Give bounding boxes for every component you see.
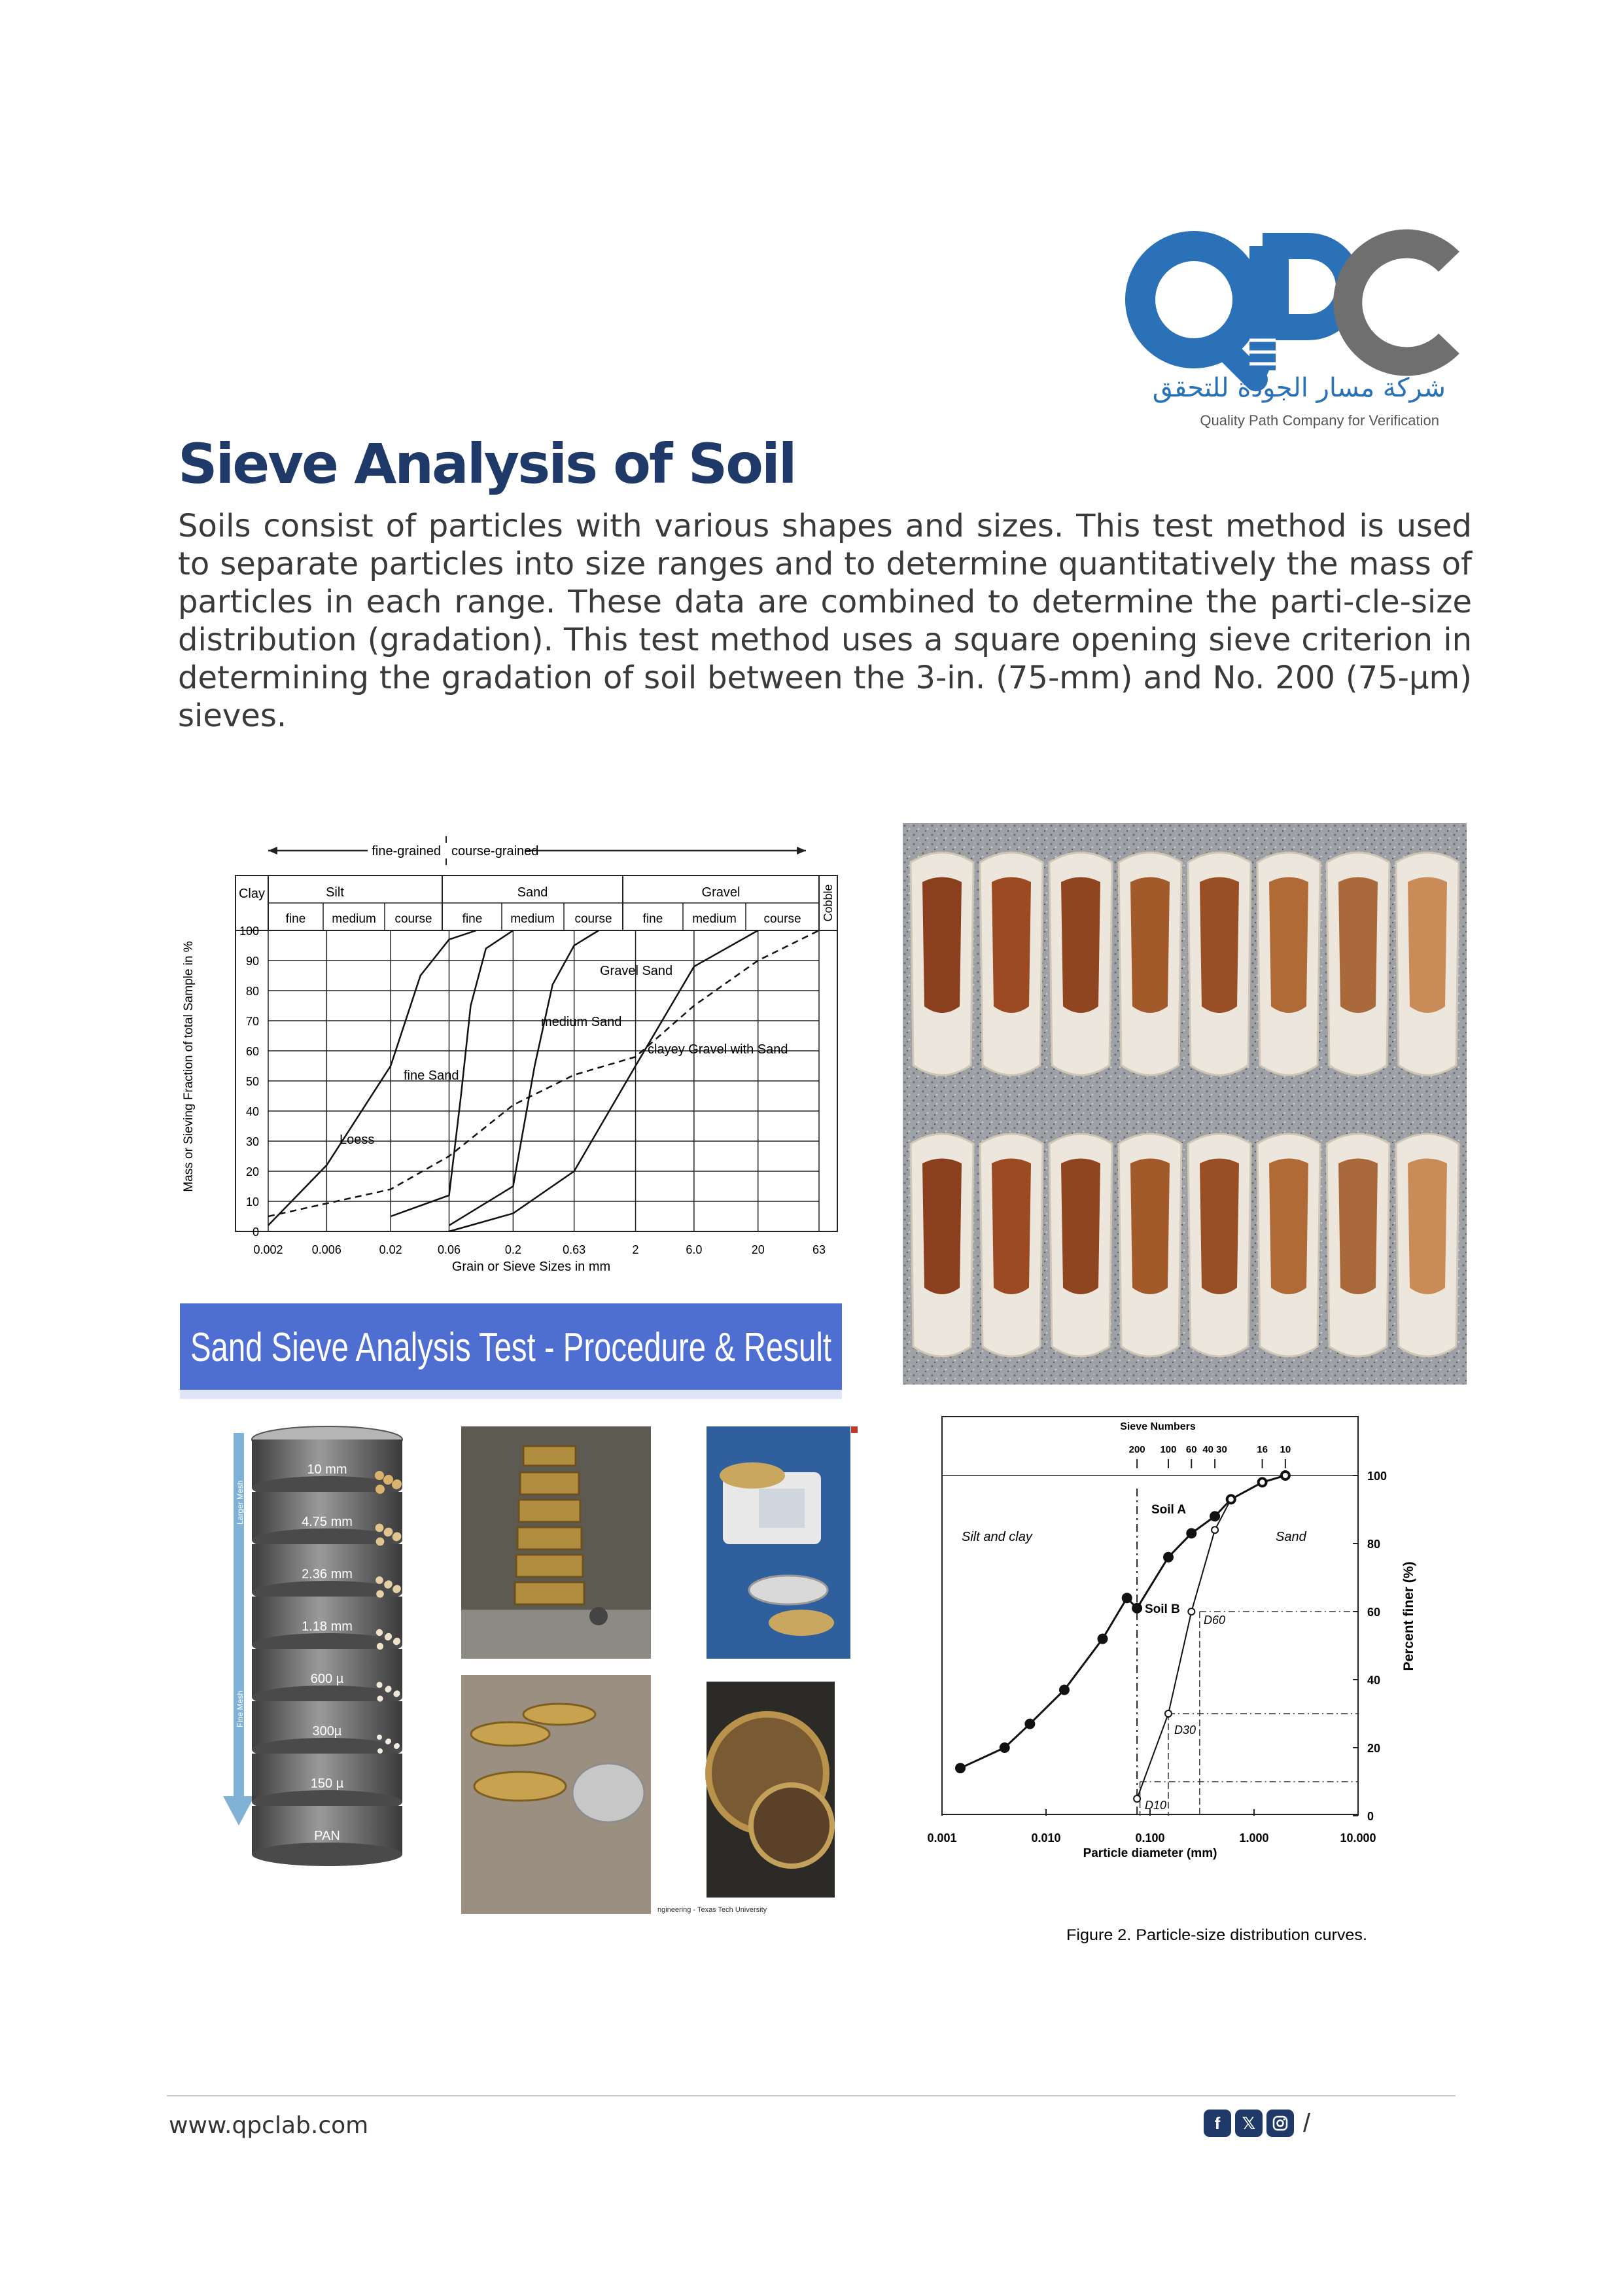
y-tick-label: 40 — [1367, 1674, 1381, 1687]
soil-sample — [1408, 1159, 1447, 1295]
grain — [375, 1485, 385, 1494]
sieve-size-label: 1.18 mm — [302, 1619, 353, 1634]
y-tick-label: 90 — [245, 955, 259, 968]
soil-sample — [992, 1159, 1031, 1295]
d30-label: D30 — [1174, 1723, 1196, 1737]
data-point — [1188, 1608, 1195, 1615]
data-point — [1025, 1720, 1034, 1729]
y-tick-label: 0 — [252, 1226, 259, 1239]
soil-b-label: Soil B — [1145, 1602, 1180, 1616]
grain — [385, 1580, 393, 1588]
grain — [377, 1748, 383, 1754]
data-point — [1282, 1472, 1289, 1479]
data-point — [1134, 1795, 1140, 1802]
logo-arabic-name: شركة مسار الجودة للتحقق — [1152, 373, 1446, 403]
x-tick-label: 20 — [751, 1243, 765, 1256]
course-grained-label: course-grained — [451, 844, 539, 858]
x-tick-label: 0.002 — [253, 1243, 283, 1256]
y-tick-label: 60 — [1367, 1606, 1381, 1619]
data-point — [1212, 1527, 1218, 1533]
data-point — [1228, 1496, 1234, 1502]
x-tick-label: 0.2 — [504, 1243, 521, 1256]
instagram-icon[interactable] — [1266, 2110, 1294, 2137]
grain — [393, 1479, 402, 1489]
soil-sample — [1130, 877, 1170, 1014]
grain — [394, 1690, 400, 1696]
soil-sample — [1061, 1159, 1100, 1295]
subgroup-label: medium — [510, 912, 555, 926]
particle-size-distribution-chart — [922, 1413, 1465, 1963]
grain — [385, 1633, 392, 1640]
arrow-bottom-label: Fine Mesh — [236, 1690, 245, 1727]
y-tick-label: 80 — [245, 985, 259, 998]
soil-sample — [1200, 877, 1239, 1014]
y-tick-label: 70 — [245, 1015, 259, 1028]
data-point — [956, 1763, 965, 1773]
sieve-equipment-photos — [461, 1426, 858, 1914]
soil-a-label: Soil A — [1151, 1503, 1187, 1517]
sieve-size-label: 2.36 mm — [302, 1567, 353, 1581]
grain — [393, 1532, 402, 1541]
group-label: Cobble — [822, 884, 835, 922]
sieve-number-label: 10 — [1280, 1444, 1291, 1455]
sieve-stack-diagram — [180, 1413, 412, 1911]
y-tick-label: 60 — [245, 1045, 259, 1058]
region-label-sand: Sand — [1276, 1530, 1306, 1544]
photo-credit: ngineering - Texas Tech University — [657, 1906, 767, 1914]
sieve-size-label: 300µ — [312, 1724, 342, 1739]
figure-caption: Figure 2. Particle-size distribution curves. — [1066, 1926, 1367, 1944]
grain — [375, 1471, 384, 1480]
y-tick-label: 80 — [1367, 1538, 1381, 1551]
region-label-silt-clay: Silt and clay — [962, 1530, 1032, 1544]
sieve-size-label: PAN — [314, 1829, 340, 1843]
x-tick-label: 10.000 — [1340, 1831, 1376, 1845]
curve-label-medium-sand: medium Sand — [541, 1015, 622, 1029]
series-line — [960, 1475, 1285, 1768]
curve-label-clayey-gravel: clayey Gravel with Sand — [648, 1042, 788, 1057]
data-point — [1210, 1511, 1219, 1521]
data-point — [1132, 1604, 1142, 1613]
fine-grained-label: fine-grained — [372, 844, 441, 858]
psd-y-axis-label: Percent finer (%) — [1401, 1561, 1416, 1671]
subgroup-label: fine — [462, 912, 483, 926]
x-tick-label: 2 — [632, 1243, 639, 1256]
psd-x-axis-label: Particle diameter (mm) — [1083, 1846, 1217, 1860]
sieve-numbers-title: Sieve Numbers — [1120, 1421, 1196, 1432]
data-point — [1164, 1553, 1173, 1562]
grain — [384, 1475, 393, 1484]
soil-samples-photo — [903, 823, 1467, 1385]
curve-label-fine-sand: fine Sand — [404, 1069, 459, 1083]
grain — [377, 1643, 383, 1650]
grain — [375, 1524, 384, 1532]
soil-sample — [1338, 877, 1378, 1014]
grain — [385, 1528, 393, 1536]
group-label: Clay — [238, 887, 266, 901]
group-label: Silt — [326, 885, 344, 900]
grain — [394, 1743, 400, 1748]
subgroup-label: fine — [642, 912, 663, 926]
grain — [377, 1695, 383, 1701]
subgroup-label: course — [394, 912, 432, 926]
x-tick-label: 0.010 — [1031, 1831, 1061, 1845]
data-point — [1187, 1528, 1196, 1538]
soil-sample — [1408, 877, 1447, 1014]
grain — [375, 1576, 383, 1584]
series-line — [268, 930, 819, 1216]
x-tick-label: 0.006 — [311, 1243, 341, 1256]
data-point — [1165, 1710, 1172, 1717]
x-tick-label: 1.000 — [1239, 1831, 1269, 1845]
y-tick-label: 20 — [245, 1165, 259, 1178]
footer-divider — [167, 2095, 1456, 2096]
data-point — [1123, 1593, 1132, 1602]
gradation-chart — [178, 831, 858, 1276]
sieve-number-label: 40 30 — [1202, 1444, 1227, 1455]
sieve-banner — [180, 1303, 842, 1399]
y-tick-label: 40 — [245, 1105, 259, 1118]
x-tick-label: 0.100 — [1135, 1831, 1165, 1845]
data-point — [1098, 1634, 1108, 1644]
y-tick-label: 20 — [1367, 1742, 1381, 1755]
grain — [394, 1638, 400, 1644]
soil-sample — [1269, 877, 1308, 1014]
x-tick-label: 63 — [812, 1243, 826, 1256]
subgroup-label: course — [763, 912, 801, 926]
soil-sample — [992, 877, 1031, 1014]
grain — [386, 1739, 391, 1744]
banner-title: Sand Sieve Analysis Test - Procedure & Result — [190, 1325, 831, 1370]
social-links — [1204, 2108, 1310, 2138]
curve-label-gravel-sand: Gravel Sand — [600, 964, 673, 978]
y-tick-label: 0 — [1367, 1810, 1374, 1823]
sieve-size-label: 600 µ — [310, 1672, 344, 1686]
sieve-size-label: 4.75 mm — [302, 1515, 353, 1529]
soil-sample — [1269, 1159, 1308, 1295]
grain — [393, 1585, 401, 1593]
qpc-logo-mark — [1125, 222, 1465, 386]
soil-sample — [1200, 1159, 1239, 1295]
y-tick-label: 30 — [245, 1135, 259, 1148]
page-title: Sieve Analysis of Soil — [178, 432, 795, 496]
subgroup-label: medium — [692, 912, 737, 926]
footer-slash: / — [1303, 2108, 1311, 2138]
subgroup-label: fine — [285, 912, 306, 926]
series-line — [1137, 1475, 1285, 1799]
sieve-size-label: 10 mm — [307, 1462, 347, 1477]
grain — [376, 1682, 382, 1687]
logo-english-name: Quality Path Company for Verification — [1200, 412, 1439, 429]
series-line — [449, 930, 599, 1226]
soil-sample — [1130, 1159, 1170, 1295]
y-tick-label: 50 — [245, 1075, 259, 1088]
intro-paragraph: Soils consist of particles with various shapes and sizes. This test method is used to separate particles into size ranges and to determine quantitatively the mass of particles in each range. These data are combined to determine the parti-cle-size distribution (gradation). This test method uses a square opening sieve criterion in determining the gradation of soil between the 3-in. (75-mm) and No. 200 (75-µm) sieves. — [178, 508, 1472, 734]
x-tick-label: 0.001 — [927, 1831, 957, 1845]
website-link[interactable]: www.qpclab.com — [169, 2112, 369, 2139]
y-axis-label: Mass or Sieving Fraction of total Sample in % — [182, 941, 196, 1192]
x-tick-label: 0.02 — [379, 1243, 402, 1256]
subgroup-label: course — [574, 912, 612, 926]
data-point — [1060, 1686, 1069, 1695]
soil-sample — [922, 1159, 962, 1295]
grain — [377, 1735, 382, 1740]
y-tick-label: 100 — [239, 925, 259, 938]
facebook-icon[interactable]: f — [1204, 2110, 1231, 2137]
subgroup-label: medium — [332, 912, 376, 926]
company-logo — [1125, 222, 1465, 438]
x-tick-label: 0.63 — [563, 1243, 586, 1256]
arrow-top-label: Larger Mesh — [236, 1480, 245, 1525]
sieve-number-label: 60 — [1185, 1444, 1197, 1455]
y-tick-label: 100 — [1367, 1470, 1387, 1483]
sieve-number-label: 200 — [1128, 1444, 1145, 1455]
x-axis-label: Grain or Sieve Sizes in mm — [451, 1260, 611, 1274]
data-point — [1259, 1479, 1266, 1485]
x-tick-label: 0.06 — [437, 1243, 461, 1256]
curve-label-loess: Loess — [340, 1133, 375, 1147]
sieve-size-label: 150 µ — [310, 1776, 344, 1791]
d10-label: D10 — [1145, 1799, 1167, 1812]
grain — [376, 1629, 383, 1636]
data-point — [1000, 1743, 1009, 1752]
group-label: Sand — [517, 885, 548, 900]
x-tick-label: 6.0 — [686, 1243, 703, 1256]
grain — [376, 1590, 384, 1598]
soil-sample — [1338, 1159, 1378, 1295]
soil-sample — [922, 877, 962, 1014]
sieve-number-label: 16 — [1257, 1444, 1268, 1455]
soil-sample — [1061, 877, 1100, 1014]
sieve-number-label: 100 — [1160, 1444, 1177, 1455]
d60-label: D60 — [1204, 1614, 1226, 1627]
group-label: Gravel — [701, 885, 741, 900]
x-icon[interactable]: 𝕏 — [1235, 2110, 1263, 2137]
y-tick-label: 10 — [245, 1195, 259, 1209]
grain — [376, 1538, 385, 1546]
sieve-ring-edge — [252, 1843, 402, 1866]
grain — [385, 1686, 391, 1691]
